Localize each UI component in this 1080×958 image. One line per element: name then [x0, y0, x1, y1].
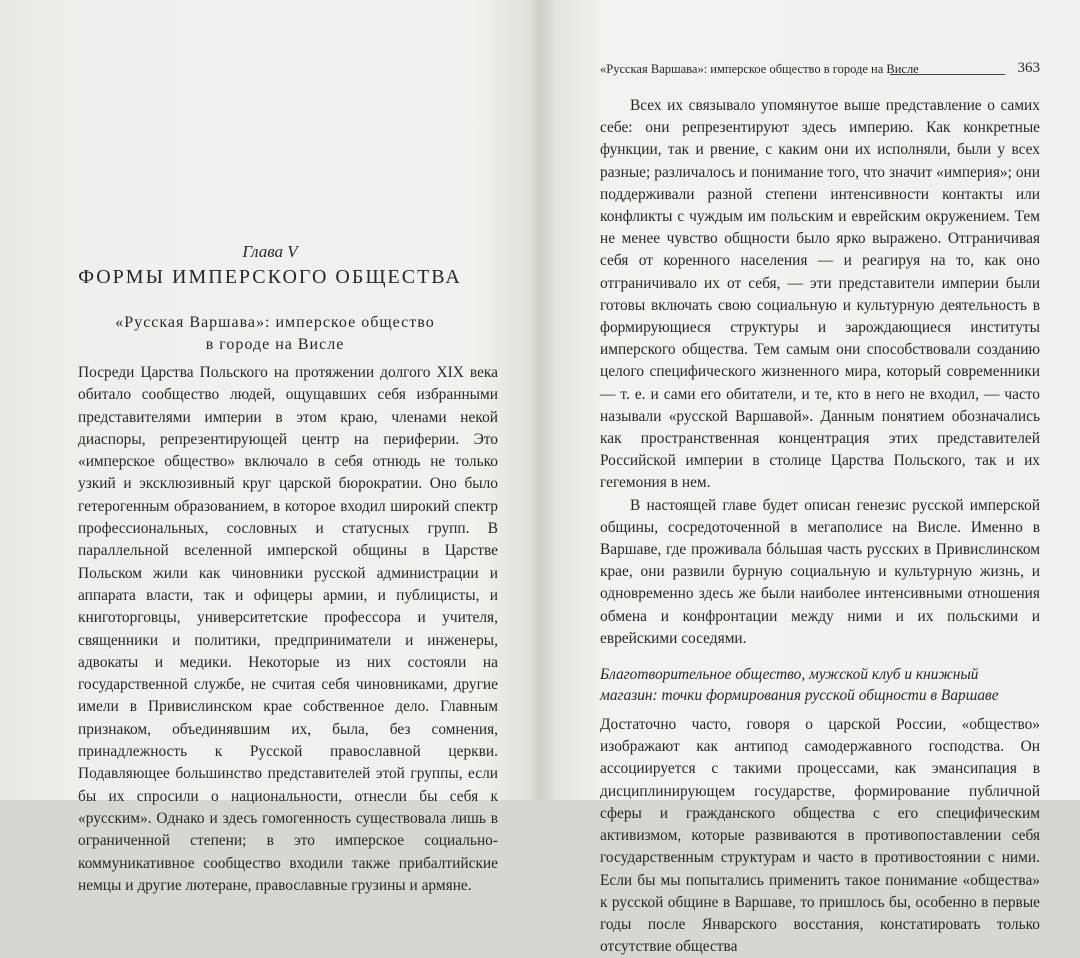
running-head-rule	[890, 74, 1005, 75]
subsection-heading-line-2: магазин: точки формирования русской общности в Варшаве	[600, 687, 999, 705]
section-title-line-2: в городе на Висле	[205, 336, 345, 353]
left-body-text	[78, 362, 498, 897]
left-page	[0, 0, 540, 894]
running-head-title: «Русская Варшава»: имперское общество в городе на Висле	[600, 62, 919, 76]
chapter-title: ФОРМЫ ИМПЕРСКОГО ОБЩЕСТВА	[78, 266, 462, 288]
subsection-heading	[600, 664, 1040, 706]
running-head	[600, 62, 1040, 82]
subsection-heading-line-1: Благотворительное общество, мужской клуб и книжный	[600, 666, 979, 684]
page-number: 363	[1017, 60, 1040, 76]
right-page	[540, 0, 1080, 956]
right-paragraph-1: Всех их связывало упомянутое выше представление о самих себе: они репрезентируют здесь империю. Как конкретные функции, так и рвение, с каким они их исполняли, были у всех разные; различалось и понимание того, что значит «империя»; они поддерживали разной степени интенсивности контакты или конфликты с чуждым им польским и еврейским окружением. Тем не менее чувство общности было ярко выражено. Отграничивая себя от коренного населения — и реагируя на то, как оно отграничивало их от себя, — эти представители империи были готовы включать свою социальную и культурную деятельность в формирующиеся структуры и зарождающиеся институты имперского общества. Тем самым они способствовали созданию целого специфического жизненного мира, который современники — т. е. и сами его обитатели, и те, кто в него не входил, — часто называли «русской Варшавой». Данным понятием обозначались как пространственная концентрация этих представителей Российской империи в столице Царства Польского, так и их гегемония в нем.	[600, 97, 1040, 492]
chapter-number: Глава V	[242, 242, 298, 261]
section-title-line-1: «Русская Варшава»: имперское общество	[115, 314, 435, 331]
right-paragraph-3: Достаточно часто, говоря о царской России, «общество» изображают как антипод самодержавного господства. Он ассоциируется с такими процессами, как эмансипация в дисциплинирующем государстве, формирование публичной сферы и гражданского общества с его специфическим активизмом, которые развиваются в противопоставлении себя государственным структурам и часто в противостоянии с ними. Если бы мы попытались применить такое понимание «общества» к русской общине в Варшаве, то пришлось бы, особенно в первые годы после Январского восстания, констатировать только отсутствие общества	[600, 716, 1040, 956]
left-paragraph: Посреди Царства Польского на протяжении долгого XIX века обитало сообщество людей, ощущавших себя избранными представителями империи в этом краю, членами некой диаспоры, репрезентирующей центр на периферии. Это «имперское общество» включало в себя отнюдь не только узкий и эксклюзивный круг царской бюрократии. Оно было гетерогенным образованием, в которое входил широкий спектр профессиональных, сословных и статусных групп. В параллельной вселенной имперской общины в Царстве Польском жили как чиновники русской администрации и аппарата власти, так и офицеры армии, и публицисты, и книготорговцы, университетские профессора и учителя, священники и политики, предприниматели и инженеры, адвокаты и медики. Некоторые из них состояли на государственной службе, не считая себя чиновниками, другие имели в Привислинском крае собственное дело. Главным признаком, объединявшим их, была, без сомнения, принадлежность к Русской православной церкви. Подавляющее большинство представителей этой группы, если бы их спросили о национальности, отнесли бы себя к «русским». Однако и здесь гомогенность существовала лишь в ограниченной степени; в это имперское социально-коммуникативное сообщество входили также прибалтийские немцы и другие лютеране, православные грузины и армяне.	[78, 364, 498, 894]
section-title	[70, 312, 480, 356]
right-body-text	[600, 95, 1040, 958]
right-paragraph-2: В настоящей главе будет описан генезис русской имперской общины, сосредоточенной в мегаполисе на Висле. Именно в Варшаве, где проживала бóльшая часть русских в Привислинском крае, они развили бурную социальную и культурную жизнь, и одновременно здесь же были наиболее интенсивными отношения обмена и конфронтации между ними и их польскими и еврейскими соседями.	[600, 496, 1040, 647]
